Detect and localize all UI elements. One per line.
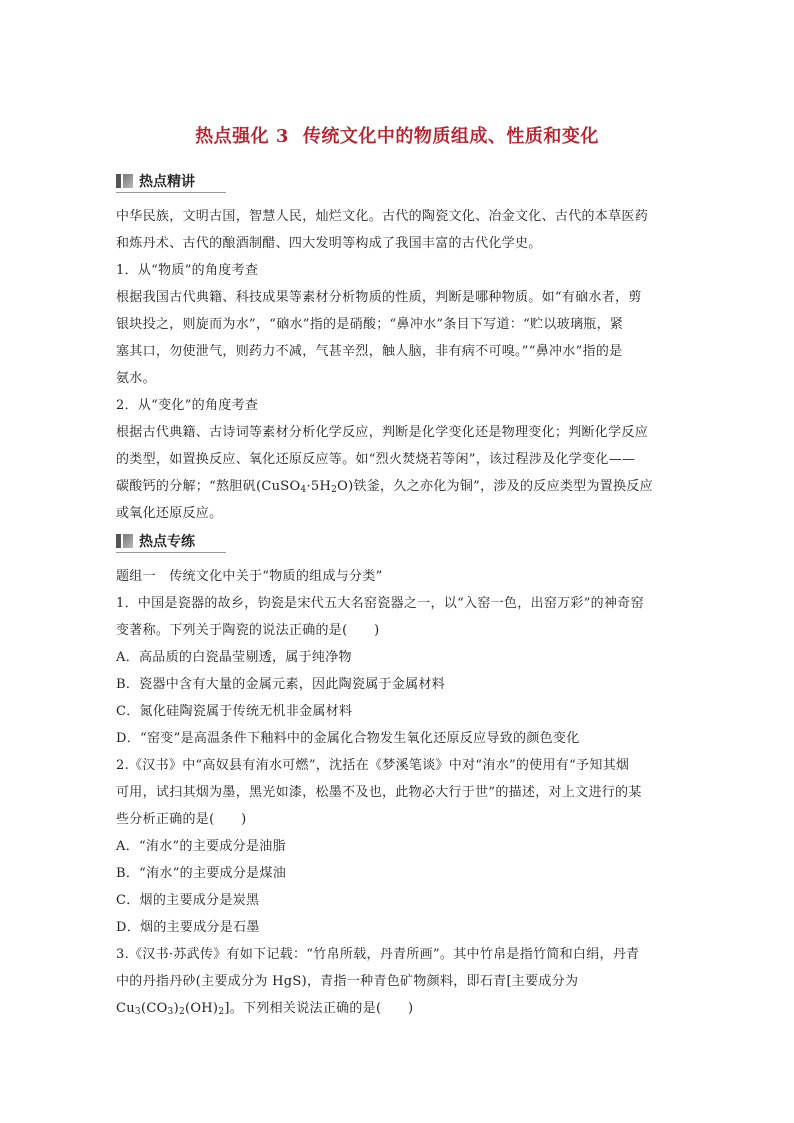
text-run: O)铁釜，久之亦化为铜”，涉及的反应类型为置换反应 xyxy=(337,479,653,494)
paragraph-line: 根据古代典籍、古诗词等素材分析化学反应，判断是化学变化还是物理变化；判断化学反应 xyxy=(116,425,649,440)
section-title-lecture: 热点精讲 xyxy=(139,174,195,190)
question-3-stem: 中的丹指丹砂(主要成分为 HgS)，青指一种青色矿物颜料，即石青[主要成分为 xyxy=(116,974,579,989)
text-run: Cu xyxy=(116,1001,135,1016)
question-1-option-d: D．“窑变”是高温条件下釉料中的金属化合物发生氧化还原反应导致的颜色变化 xyxy=(116,731,580,746)
point-heading: 1．从“物质”的角度考查 xyxy=(116,263,259,278)
question-2-stem: 可用，试扫其烟为墨，黑光如漆，松墨不及也，此物必大行于世”的描述，对上文进行的某 xyxy=(116,785,642,800)
subscript: 2 xyxy=(218,1007,225,1017)
page-title xyxy=(116,122,678,148)
lecture-body xyxy=(116,203,678,527)
question-2-option-b: B．“洧水”的主要成分是煤油 xyxy=(116,866,287,881)
question-1-stem: 变著称。下列关于陶瓷的说法正确的是( ) xyxy=(116,623,380,638)
question-1-option-b: B．瓷器中含有大量的金属元素，因此陶瓷属于金属材料 xyxy=(116,677,446,692)
section-underline xyxy=(116,552,226,553)
text-run: 碳酸钙的分解；“熬胆矾(CuSO xyxy=(116,479,301,494)
question-3-stem: 3.《汉书·苏武传》有如下记载：“竹帛所载，丹青所画”。其中竹帛是指竹简和白绢，丹青 xyxy=(116,947,640,962)
point-heading: 2．从“变化”的角度考查 xyxy=(116,398,259,413)
paragraph-line: 银块投之，则旋而为水”，“硇水”指的是硝酸；“鼻冲水”条目下写道：“贮以玻璃瓶，紧 xyxy=(116,317,624,332)
section-header-practice xyxy=(116,531,195,551)
text-run: ) xyxy=(173,1001,179,1016)
paragraph-line: 塞其口，勿使泄气，则药力不减，气甚辛烈，触人脑，非有病不可嗅。”“鼻冲水”指的是 xyxy=(116,344,623,359)
paragraph-line-formula xyxy=(116,473,678,500)
question-1-stem: 1．中国是瓷器的故乡，钧瓷是宋代五大名窑瓷器之一，以“入窑一色，出窑万彩”的神奇窑 xyxy=(116,596,644,611)
question-2-option-d: D．烟的主要成分是石墨 xyxy=(116,920,260,935)
subscript: 3 xyxy=(167,1007,174,1017)
section-marker-icon xyxy=(116,534,133,548)
question-1-option-a: A．高品质的白瓷晶莹剔透，属于纯净物 xyxy=(116,650,352,665)
paragraph-line: 或氧化还原反应。 xyxy=(116,506,223,521)
text-run: ·5H xyxy=(306,479,332,494)
intro-line: 中华民族，文明古国，智慧人民，灿烂文化。古代的陶瓷文化、冶金文化、古代的本草医药 xyxy=(116,209,649,224)
section-header-lecture xyxy=(116,171,195,191)
paragraph-line: 氨水。 xyxy=(116,371,156,386)
subscript: 4 xyxy=(300,485,307,495)
text-run: (CO xyxy=(140,1001,168,1016)
section-title-practice: 热点专练 xyxy=(139,534,195,550)
question-2-stem: 2.《汉书》中“高奴县有洧水可燃”，沈括在《梦溪笔谈》中对“洧水”的使用有“予知其烟 xyxy=(116,758,630,773)
subscript: 3 xyxy=(134,1007,141,1017)
question-1-option-c: C．氮化硅陶瓷属于传统无机非金属材料 xyxy=(116,704,353,719)
subscript: 2 xyxy=(331,485,338,495)
paragraph-line: 根据我国古代典籍、科技成果等素材分析物质的性质，判断是哪种物质。如“有硇水者，剪 xyxy=(116,290,642,305)
question-2-stem: 些分析正确的是( ) xyxy=(116,812,247,827)
text-run: ]。下列相关说法正确的是( ) xyxy=(224,1001,414,1016)
text-run: (OH) xyxy=(184,1001,219,1016)
title-text: 传统文化中的物质组成、性质和变化 xyxy=(302,126,599,147)
paragraph-line: 的类型，如置换反应、氧化还原反应等。如“烈火焚烧若等闲”，该过程涉及化学变化—— xyxy=(116,452,636,467)
subscript: 2 xyxy=(178,1007,185,1017)
title-number: 热点强化 3 xyxy=(195,126,289,147)
question-2-option-a: A．“洧水”的主要成分是油脂 xyxy=(116,839,286,854)
practice-body xyxy=(116,563,678,1022)
section-underline xyxy=(116,192,226,193)
question-2-option-c: C．烟的主要成分是炭黑 xyxy=(116,893,260,908)
question-3-stem-formula xyxy=(116,995,678,1022)
section-marker-icon xyxy=(116,174,133,188)
intro-line: 和炼丹术、古代的酿酒制醋、四大发明等构成了我国丰富的古代化学史。 xyxy=(116,236,542,251)
question-group-title: 题组一 传统文化中关于“物质的组成与分类” xyxy=(116,569,383,584)
